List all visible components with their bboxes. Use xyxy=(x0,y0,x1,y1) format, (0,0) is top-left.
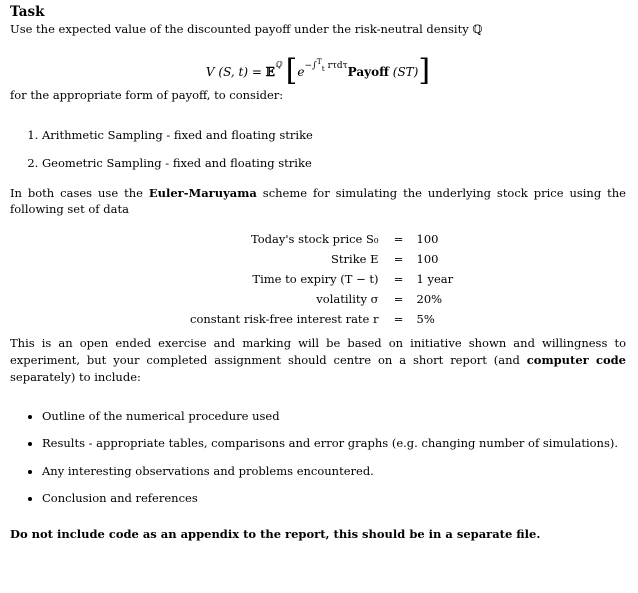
table-row xyxy=(190,249,453,269)
formula-expectation: 𝔼 xyxy=(265,65,275,79)
report-text-before: This is an open ended exercise and marking will be based on initiative shown and willingness to experiment, but your completed assignment should centre on a short report (and xyxy=(10,335,626,367)
formula-integral: −∫ xyxy=(304,61,317,71)
valuation-formula xyxy=(10,45,626,88)
formula-exponent xyxy=(304,57,348,73)
after-formula-text: for the appropriate form of payoff, to consider: xyxy=(10,88,284,102)
report-code-phrase: computer code xyxy=(526,352,626,367)
formula-open-bracket: [ xyxy=(285,52,298,88)
param-label: volatility σ xyxy=(316,291,379,306)
formula-upper-limit: T xyxy=(316,57,322,66)
param-eq: = xyxy=(393,231,404,246)
sampling-list xyxy=(10,127,626,171)
param-value: 100 xyxy=(416,231,439,246)
table-row xyxy=(190,269,453,289)
param-value: 5% xyxy=(416,311,435,326)
formula-measure: ℚ xyxy=(274,60,282,69)
formula-lower-limit: t xyxy=(321,63,325,73)
param-eq: = xyxy=(393,251,404,266)
table-row xyxy=(190,289,453,309)
formula-lhs: V (S, t) = xyxy=(205,65,266,79)
param-label: Time to expiry (T − t) xyxy=(252,271,379,286)
table-row xyxy=(190,229,453,249)
task-document xyxy=(10,4,626,554)
intro-text: Use the expected value of the discounted payoff under the risk-neutral density ℚ xyxy=(10,22,483,36)
deliverables-list xyxy=(10,408,626,507)
param-value: 1 year xyxy=(416,271,454,286)
list-item: • Outline of the numerical procedure used xyxy=(42,408,626,424)
report-text-after: separately) to include: xyxy=(10,369,141,384)
task-title: Task xyxy=(10,4,45,20)
parameters-table xyxy=(190,229,453,329)
list-item: • Conclusion and references xyxy=(42,490,626,506)
list-item: 1. Arithmetic Sampling - fixed and floating strike xyxy=(42,127,626,143)
formula-payoff: Payoff xyxy=(347,65,389,79)
param-value: 100 xyxy=(416,251,439,266)
formula-payoff-arg: (ST) xyxy=(388,65,419,79)
report-paragraph xyxy=(10,335,626,386)
method-text-after: scheme for simulating the underlying stock price using the following set of data xyxy=(10,186,626,216)
list-item: • Any interesting observations and problems encountered. xyxy=(42,463,626,479)
param-label: constant risk-free interest rate r xyxy=(190,311,379,326)
list-item: • Results - appropriate tables, comparisons and error graphs (e.g. changing number of simulations). xyxy=(42,435,626,451)
param-eq: = xyxy=(393,271,404,286)
method-paragraph xyxy=(10,185,626,217)
param-eq: = xyxy=(393,311,404,326)
param-eq: = xyxy=(393,291,404,306)
param-value: 20% xyxy=(416,291,443,306)
param-label: Strike E xyxy=(331,251,379,266)
param-label: Today's stock price S₀ xyxy=(250,231,379,246)
final-note: Do not include code as an appendix to the report, this should be in a separate file. xyxy=(10,527,541,541)
formula-e: e xyxy=(297,65,305,79)
method-scheme: Euler-Maruyama xyxy=(148,186,257,200)
table-row xyxy=(190,309,453,329)
list-item: 2. Geometric Sampling - fixed and floating strike xyxy=(42,155,626,171)
method-text-before: In both cases use the xyxy=(10,186,149,200)
formula-integrand: rτdτ xyxy=(324,61,348,71)
formula-close-bracket: ] xyxy=(418,52,431,88)
